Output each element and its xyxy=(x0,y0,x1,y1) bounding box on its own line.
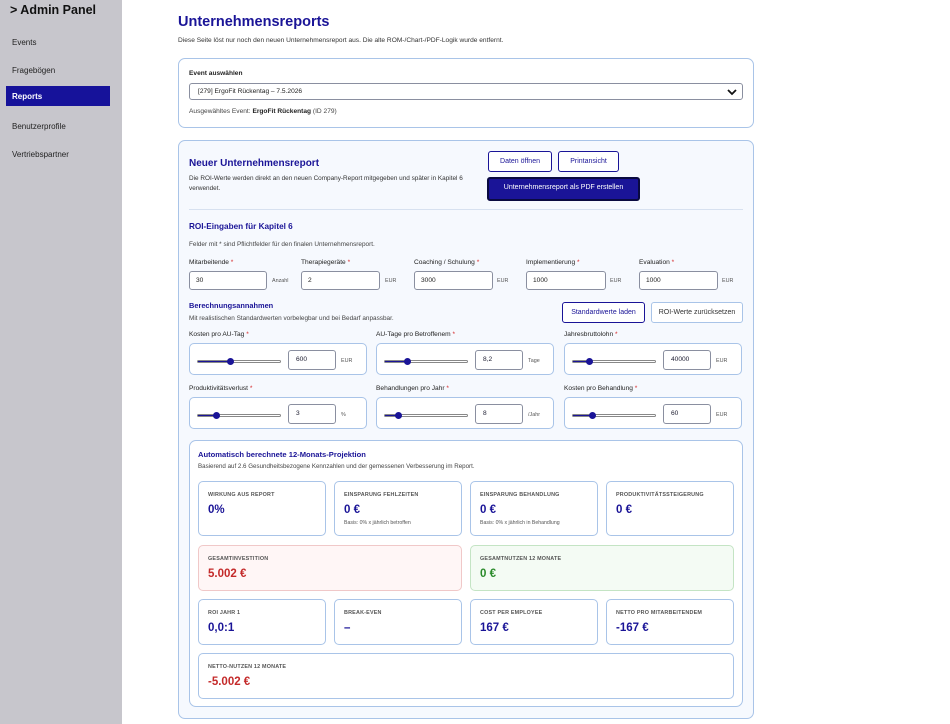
sidebar-item-frageboegen[interactable]: Fragebögen xyxy=(12,66,56,75)
divider xyxy=(189,209,743,210)
slider-track[interactable] xyxy=(384,414,468,417)
jahresbruttolohn-input[interactable]: 40000 xyxy=(663,350,711,370)
projection-box xyxy=(189,440,743,707)
report-title: Neuer Unternehmensreport xyxy=(189,158,320,169)
implementierung-input[interactable]: 1000 xyxy=(526,271,606,290)
metric-label: GESAMTINVESTITION xyxy=(208,556,269,562)
metric-label: BREAK-EVEN xyxy=(344,610,382,616)
unit-produktivitaetsverlust: % xyxy=(341,412,346,418)
unit-behandlungen: /Jahr xyxy=(528,412,540,418)
field-label-implementierung: Implementierung * xyxy=(526,259,580,266)
metric-value: -5.002 € xyxy=(208,676,251,688)
reset-roi-button[interactable]: ROI-Werte zurücksetzen xyxy=(651,302,743,323)
slider-produktivitaetsverlust xyxy=(189,397,367,429)
au-tage-input[interactable]: 8,2 xyxy=(475,350,523,370)
unit-coaching: EUR xyxy=(497,278,509,284)
metric-label: WIRKUNG AUS REPORT xyxy=(208,492,275,498)
metric-value: 0% xyxy=(208,504,225,516)
sidebar-item-vertriebspartner[interactable]: Vertriebspartner xyxy=(12,150,69,159)
unit-evaluation: EUR xyxy=(722,278,734,284)
behandlungen-input[interactable]: 8 xyxy=(475,404,523,424)
slider-label-jahresbruttolohn: Jahresbruttolohn * xyxy=(564,331,618,338)
sidebar xyxy=(0,0,122,724)
slider-label-au-tage: AU-Tage pro Betroffenem * xyxy=(376,331,456,338)
selected-event-name: ErgoFit Rückentag xyxy=(252,108,312,115)
roi-inputs-title: ROI-Eingaben für Kapitel 6 xyxy=(189,222,293,231)
kosten-behandlung-input[interactable]: 60 xyxy=(663,404,711,424)
projection-title: Automatisch berechnete 12-Monats-Projektion xyxy=(198,450,366,459)
metric-roi-jahr-1 xyxy=(198,599,326,645)
unit-therapiegeraete: EUR xyxy=(385,278,397,284)
event-select[interactable] xyxy=(189,83,743,100)
metric-value: 0,0:1 xyxy=(208,622,235,634)
field-label-coaching: Coaching / Schulung * xyxy=(414,259,480,266)
slider-label-behandlungen: Behandlungen pro Jahr * xyxy=(376,385,449,392)
create-pdf-button[interactable]: Unternehmensreport als PDF erstellen xyxy=(487,177,640,201)
selected-event-prefix: Ausgewähltes Event: xyxy=(189,108,251,115)
unit-jahresbruttolohn: EUR xyxy=(716,358,728,364)
metric-label: GESAMTNUTZEN 12 MONATE xyxy=(480,556,562,562)
slider-kosten-behandlung xyxy=(564,397,742,429)
assumptions-title: Berechnungsannahmen xyxy=(189,301,274,310)
metric-cost-per-employee xyxy=(470,599,598,645)
metric-gesamtinvestition xyxy=(198,545,462,591)
field-label-therapiegeraete: Therapiegeräte * xyxy=(301,259,351,266)
brand-title: > Admin Panel xyxy=(10,3,97,17)
metric-label: COST PER EMPLOYEE xyxy=(480,610,543,616)
event-label: Event auswählen xyxy=(189,70,243,77)
unit-kosten-au-tag: EUR xyxy=(341,358,353,364)
slider-behandlungen xyxy=(376,397,554,429)
report-description: Die ROI-Werte werden direkt an den neuen Company-Report mitgegeben und später in Kapitel 6 verwendet. xyxy=(189,175,463,192)
metric-break-even xyxy=(334,599,462,645)
sidebar-item-benutzerprofile[interactable]: Benutzerprofile xyxy=(12,122,66,131)
slider-jahresbruttolohn xyxy=(564,343,742,375)
metric-label: PRODUKTIVITÄTSSTEIGERUNG xyxy=(616,492,704,498)
mitarbeitende-input[interactable]: 30 xyxy=(189,271,267,290)
load-defaults-button[interactable]: Standardwerte laden xyxy=(562,302,645,323)
metric-produktivitaet xyxy=(606,481,734,536)
print-view-button[interactable]: Printansicht xyxy=(558,151,619,172)
metric-value: 167 € xyxy=(480,622,509,634)
slider-track[interactable] xyxy=(197,414,281,417)
open-data-button[interactable]: Daten öffnen xyxy=(488,151,552,172)
slider-thumb[interactable] xyxy=(589,412,596,419)
metric-netto-nutzen xyxy=(198,653,734,699)
slider-label-kosten-au-tag: Kosten pro AU-Tag * xyxy=(189,331,249,338)
unit-implementierung: EUR xyxy=(610,278,622,284)
slider-track[interactable] xyxy=(572,360,656,363)
slider-au-tage xyxy=(376,343,554,375)
metric-value: 0 € xyxy=(344,504,360,516)
selected-event-id: (ID 279) xyxy=(312,108,337,115)
slider-label-produktivitaetsverlust: Produktivitätsverlust * xyxy=(189,385,253,392)
metric-einsparung-behandlung xyxy=(470,481,598,536)
produktivitaetsverlust-input[interactable]: 3 xyxy=(288,404,336,424)
report-card xyxy=(178,140,754,719)
metric-value: – xyxy=(344,622,351,634)
metric-wirkung xyxy=(198,481,326,536)
metric-sub: Basis: 0% x jährlich in Behandlung xyxy=(480,520,560,526)
metric-value: 5.002 € xyxy=(208,568,247,580)
therapiegeraete-input[interactable]: 2 xyxy=(301,271,380,290)
slider-label-kosten-behandlung: Kosten pro Behandlung * xyxy=(564,385,638,392)
selected-event-info xyxy=(189,108,337,115)
metric-label: EINSPARUNG BEHANDLUNG xyxy=(480,492,560,498)
field-label-mitarbeitende: Mitarbeitende * xyxy=(189,259,234,266)
event-select-value: [279] ErgoFit Rückentag – 7.5.2026 xyxy=(198,88,303,95)
page-title: Unternehmensreports xyxy=(178,14,330,30)
coaching-input[interactable]: 3000 xyxy=(414,271,493,290)
sidebar-item-reports[interactable]: Reports xyxy=(6,86,110,106)
metric-gesamtnutzen xyxy=(470,545,734,591)
slider-thumb[interactable] xyxy=(395,412,402,419)
metric-label: NETTO PRO MITARBEITENDEM xyxy=(616,610,703,616)
roi-inputs-note: Felder mit * sind Pflichtfelder für den finalen Unternehmensreport. xyxy=(189,241,375,248)
event-card xyxy=(178,58,754,128)
field-label-evaluation: Evaluation * xyxy=(639,259,675,266)
slider-thumb[interactable] xyxy=(227,358,234,365)
metric-value: 0 € xyxy=(480,504,496,516)
metric-label: EINSPARUNG FEHLZEITEN xyxy=(344,492,419,498)
slider-track[interactable] xyxy=(384,360,468,363)
unit-au-tage: Tage xyxy=(528,358,540,364)
metric-value: 0 € xyxy=(616,504,632,516)
evaluation-input[interactable]: 1000 xyxy=(639,271,718,290)
metric-value: 0 € xyxy=(480,568,496,580)
slider-kosten-au-tag xyxy=(189,343,367,375)
slider-track[interactable] xyxy=(572,414,656,417)
page-subtitle: Diese Seite löst nur noch den neuen Unternehmensreport aus. Die alte ROM-/Chart-/PDF-Logik wurde entfernt. xyxy=(178,37,504,44)
metric-label: ROI JAHR 1 xyxy=(208,610,241,616)
kosten-au-tag-input[interactable]: 600 xyxy=(288,350,336,370)
sidebar-item-events[interactable]: Events xyxy=(12,38,37,47)
projection-note: Basierend auf 2.6 Gesundheitsbezogene Kennzahlen und der gemessenen Verbesserung im Report. xyxy=(198,463,475,470)
main-content xyxy=(122,0,950,724)
unit-mitarbeitende: Anzahl xyxy=(272,278,289,284)
metric-value: -167 € xyxy=(616,622,649,634)
slider-thumb[interactable] xyxy=(404,358,411,365)
metric-label: NETTO-NUTZEN 12 MONATE xyxy=(208,664,287,670)
slider-thumb[interactable] xyxy=(586,358,593,365)
metric-netto-pro-mitarbeitendem xyxy=(606,599,734,645)
metric-einsparung-fehlzeiten xyxy=(334,481,462,536)
metric-sub: Basis: 0% x jährlich betroffen xyxy=(344,520,411,526)
slider-thumb[interactable] xyxy=(213,412,220,419)
slider-track[interactable] xyxy=(197,360,281,363)
unit-kosten-behandlung: EUR xyxy=(716,412,728,418)
chevron-down-icon xyxy=(726,86,738,98)
assumptions-note: Mit realistischen Standardwerten vorbelegbar und bei Bedarf anpassbar. xyxy=(189,315,394,322)
